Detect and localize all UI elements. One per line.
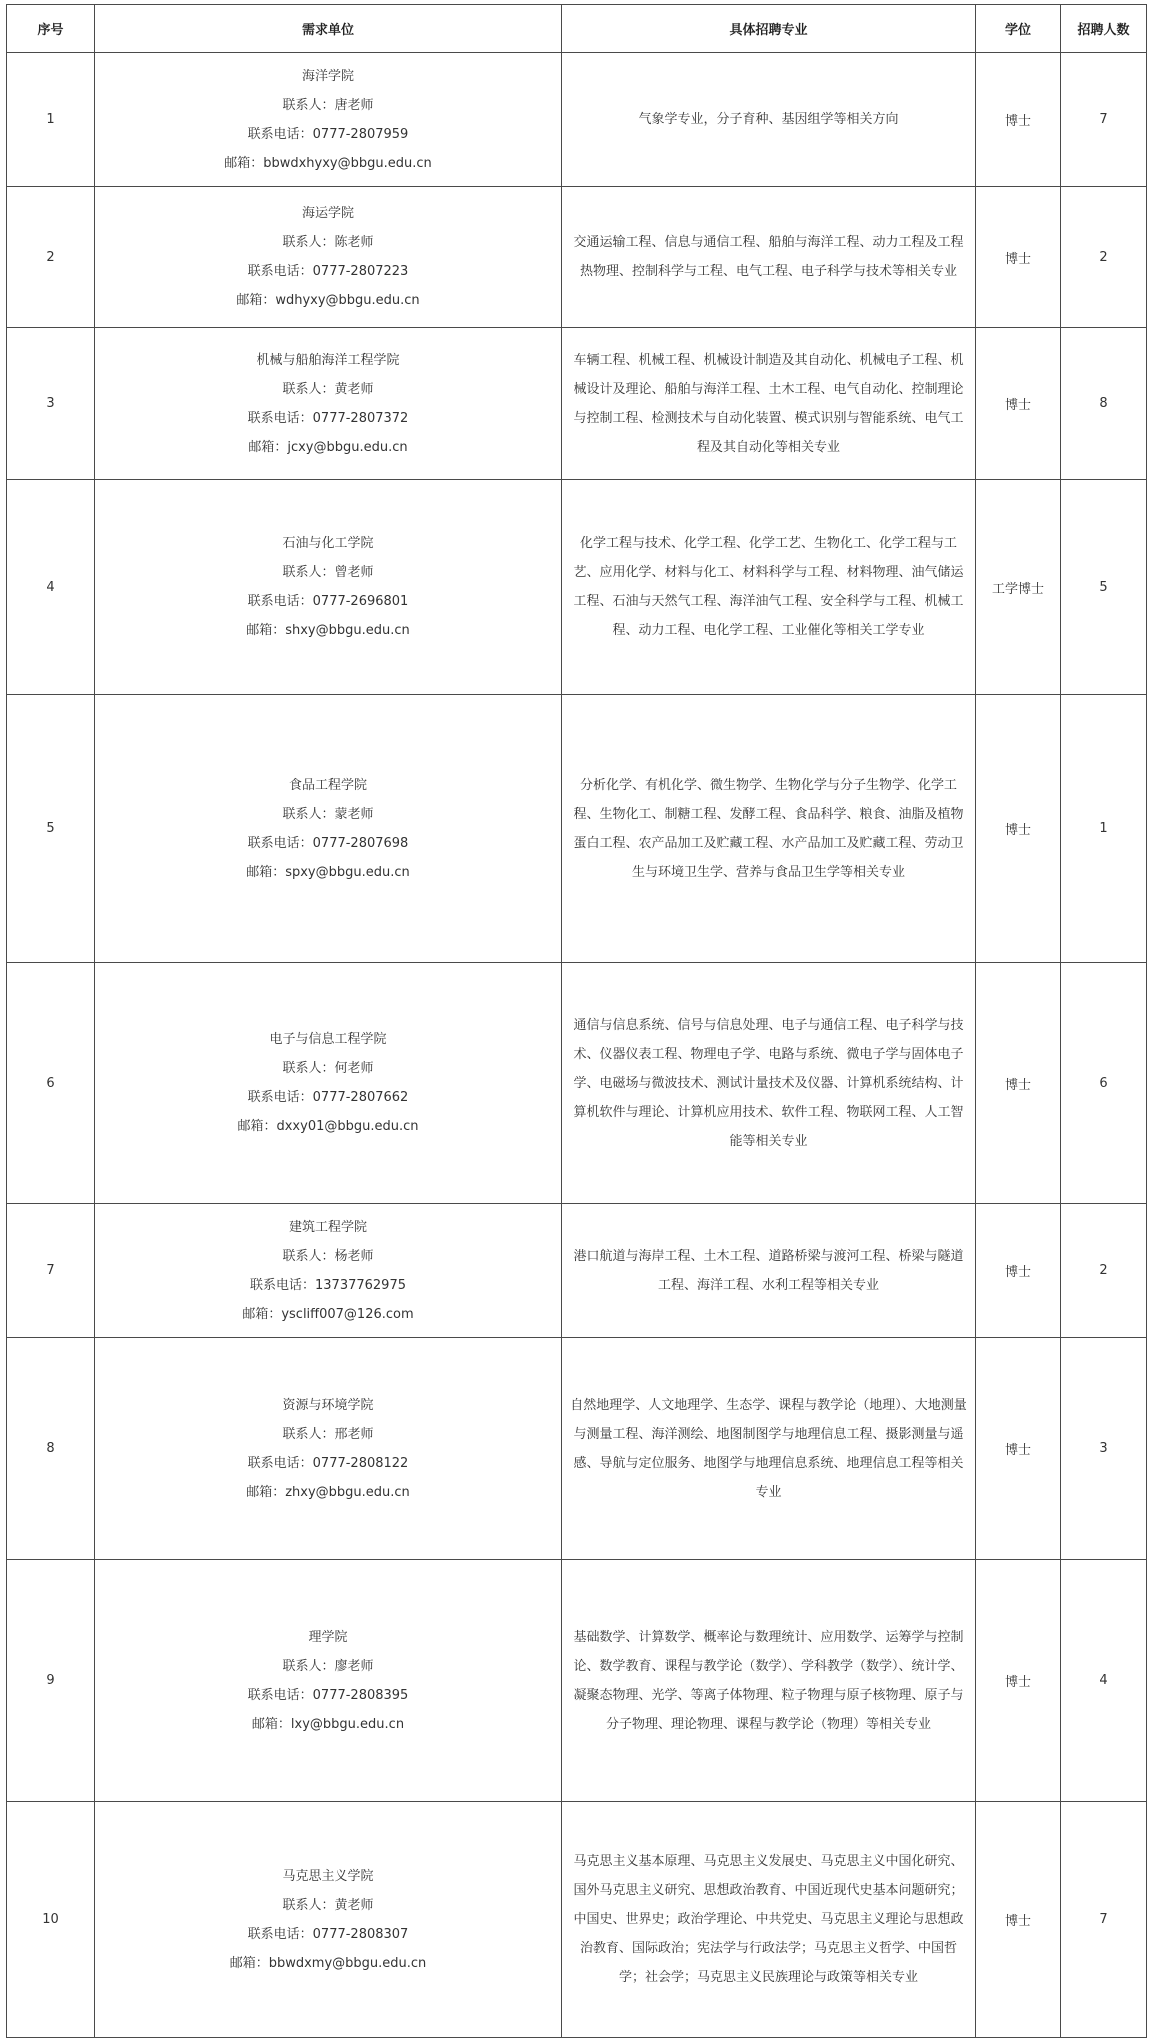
unit-cell [95, 695, 562, 963]
header-majors: 具体招聘专业 [562, 5, 976, 53]
unit-cell [95, 1204, 562, 1338]
contact-person: 联系人：邢老师 [282, 1426, 374, 1442]
contact-phone: 联系电话：0777-2696801 [247, 594, 409, 609]
degree-cell: 工学博士 [976, 480, 1061, 695]
unit-name: 电子与信息工程学院 [269, 1032, 387, 1047]
unit-name: 石油与化工学院 [282, 536, 374, 551]
contact-email: 邮箱：bbwdxmy@bbgu.edu.cn [229, 1955, 427, 1971]
contact-email: 邮箱：yscliff007@126.com [242, 1306, 414, 1322]
row-number: 5 [7, 695, 95, 963]
count-cell: 7 [1061, 53, 1147, 187]
unit-cell [95, 187, 562, 328]
majors-cell: 港口航道与海岸工程、土木工程、道路桥梁与渡河工程、桥梁与隧道工程、海洋工程、水利工程等相关专业 [562, 1204, 976, 1338]
header-count: 招聘人数 [1061, 5, 1147, 53]
majors-cell: 气象学专业，分子育种、基因组学等相关方向 [562, 53, 976, 187]
contact-email: 邮箱：bbwdxhyxy@bbgu.edu.cn [224, 155, 432, 171]
header-row [7, 5, 1147, 53]
table-row [7, 328, 1147, 480]
contact-email: 邮箱：zhxy@bbgu.edu.cn [246, 1484, 410, 1500]
count-cell: 2 [1061, 187, 1147, 328]
majors-cell: 通信与信息系统、信号与信息处理、电子与通信工程、电子科学与技术、仪器仪表工程、物理电子学、电路与系统、微电子学与固体电子学、电磁场与微波技术、测试计量技术及仪器、计算机系统结构、计算机软件与理论、计算机应用技术、软件工程、物联网工程、人工智能等相关专业 [562, 963, 976, 1204]
row-number: 10 [7, 1802, 95, 2038]
count-cell: 2 [1061, 1204, 1147, 1338]
degree-cell: 博士 [976, 1802, 1061, 2038]
unit-cell [95, 1560, 562, 1802]
unit-cell [95, 1338, 562, 1560]
unit-name: 食品工程学院 [288, 777, 367, 793]
contact-phone: 联系电话：0777-2808307 [247, 1926, 409, 1942]
unit-name: 海洋学院 [301, 68, 354, 84]
count-cell: 6 [1061, 963, 1147, 1204]
contact-person: 联系人：陈老师 [282, 235, 374, 250]
table-row [7, 1802, 1147, 2038]
contact-person: 联系人：黄老师 [282, 381, 374, 397]
recruitment-table [6, 4, 1147, 2038]
count-cell: 4 [1061, 1560, 1147, 1802]
contact-email: 邮箱：shxy@bbgu.edu.cn [246, 623, 410, 638]
unit-name: 建筑工程学院 [288, 1219, 367, 1235]
table-row [7, 1204, 1147, 1338]
count-cell: 3 [1061, 1338, 1147, 1560]
majors-cell: 车辆工程、机械工程、机械设计制造及其自动化、机械电子工程、机械设计及理论、船舶与海洋工程、土木工程、电气自动化、控制理论与控制工程、检测技术与自动化装置、模式识别与智能系统、电气工程及其自动化等相关专业 [562, 328, 976, 480]
unit-cell [95, 53, 562, 187]
degree-cell: 博士 [976, 328, 1061, 480]
degree-cell: 博士 [976, 695, 1061, 963]
row-number: 9 [7, 1560, 95, 1802]
contact-email: 邮箱：lxy@bbgu.edu.cn [251, 1716, 405, 1732]
contact-person: 联系人：廖老师 [282, 1658, 374, 1674]
majors-cell: 分析化学、有机化学、微生物学、生物化学与分子生物学、化学工程、生物化工、制糖工程、发酵工程、食品科学、粮食、油脂及植物蛋白工程、农产品加工及贮藏工程、水产品加工及贮藏工程、劳动卫生与环境卫生学、营养与食品卫生学等相关专业 [562, 695, 976, 963]
contact-person: 联系人：何老师 [282, 1061, 374, 1076]
contact-phone: 联系电话：0777-2807223 [247, 264, 409, 279]
contact-phone: 联系电话：13737762975 [250, 1277, 406, 1293]
unit-cell [95, 328, 562, 480]
degree-cell: 博士 [976, 53, 1061, 187]
majors-cell: 自然地理学、人文地理学、生态学、课程与教学论（地理）、大地测量与测量工程、海洋测绘、地图制图学与地理信息工程、摄影测量与遥感、导航与定位服务、地图学与地理信息系统、地理信息工程等相关专业 [562, 1338, 976, 1560]
row-number: 4 [7, 480, 95, 695]
table-row [7, 963, 1147, 1204]
table-row [7, 187, 1147, 328]
row-number: 6 [7, 963, 95, 1204]
count-cell: 5 [1061, 480, 1147, 695]
unit-name: 海运学院 [301, 206, 354, 221]
majors-cell: 马克思主义基本原理、马克思主义发展史、马克思主义中国化研究、国外马克思主义研究、思想政治教育、中国近现代史基本问题研究；中国史、世界史；政治学理论、中共党史、马克思主义理论与思想政治教育、国际政治；宪法学与行政法学；马克思主义哲学、中国哲学；社会学；马克思主义民族理论与政策等相关专业 [562, 1802, 976, 2038]
contact-email: 邮箱：dxxy01@bbgu.edu.cn [237, 1119, 419, 1134]
row-number: 2 [7, 187, 95, 328]
row-number: 7 [7, 1204, 95, 1338]
degree-cell: 博士 [976, 1560, 1061, 1802]
unit-cell [95, 480, 562, 695]
contact-email: 邮箱：spxy@bbgu.edu.cn [246, 864, 410, 880]
header-degree: 学位 [976, 5, 1061, 53]
unit-cell [95, 963, 562, 1204]
count-cell: 7 [1061, 1802, 1147, 2038]
unit-name: 理学院 [308, 1629, 348, 1645]
contact-email: 邮箱：jcxy@bbgu.edu.cn [248, 439, 408, 455]
table-row [7, 695, 1147, 963]
contact-person: 联系人：蒙老师 [282, 806, 374, 822]
contact-email: 邮箱：wdhyxy@bbgu.edu.cn [236, 293, 420, 308]
contact-person: 联系人：唐老师 [282, 97, 374, 113]
header-no: 序号 [7, 5, 95, 53]
majors-cell: 基础数学、计算数学、概率论与数理统计、应用数学、运筹学与控制论、数学教育、课程与教学论（数学）、学科教学（数学）、统计学、凝聚态物理、光学、等离子体物理、粒子物理与原子核物理、原子与分子物理、理论物理、课程与教学论（物理）等相关专业 [562, 1560, 976, 1802]
majors-cell: 化学工程与技术、化学工程、化学工艺、生物化工、化学工程与工艺、应用化学、材料与化工、材料科学与工程、材料物理、油气储运工程、石油与天然气工程、海洋油气工程、安全科学与工程、机械工程、动力工程、电化学工程、工业催化等相关工学专业 [562, 480, 976, 695]
contact-phone: 联系电话：0777-2808122 [247, 1455, 409, 1471]
contact-person: 联系人：黄老师 [282, 1897, 374, 1913]
degree-cell: 博士 [976, 963, 1061, 1204]
contact-person: 联系人：杨老师 [282, 1248, 374, 1264]
degree-cell: 博士 [976, 1204, 1061, 1338]
unit-name: 资源与环境学院 [282, 1397, 374, 1413]
count-cell: 8 [1061, 328, 1147, 480]
count-cell: 1 [1061, 695, 1147, 963]
table-row [7, 1560, 1147, 1802]
row-number: 8 [7, 1338, 95, 1560]
unit-name: 马克思主义学院 [282, 1868, 374, 1884]
row-number: 3 [7, 328, 95, 480]
degree-cell: 博士 [976, 187, 1061, 328]
table-row [7, 53, 1147, 187]
table-row [7, 480, 1147, 695]
degree-cell: 博士 [976, 1338, 1061, 1560]
majors-cell: 交通运输工程、信息与通信工程、船舶与海洋工程、动力工程及工程热物理、控制科学与工程、电气工程、电子科学与技术等相关专业 [562, 187, 976, 328]
unit-name: 机械与船舶海洋工程学院 [256, 352, 400, 368]
row-number: 1 [7, 53, 95, 187]
unit-cell [95, 1802, 562, 2038]
header-unit: 需求单位 [95, 5, 562, 53]
contact-phone: 联系电话：0777-2807698 [247, 835, 409, 851]
contact-person: 联系人：曾老师 [282, 565, 374, 580]
contact-phone: 联系电话：0777-2807662 [247, 1090, 409, 1105]
contact-phone: 联系电话：0777-2808395 [247, 1687, 409, 1703]
table-row [7, 1338, 1147, 1560]
contact-phone: 联系电话：0777-2807372 [247, 410, 409, 426]
contact-phone: 联系电话：0777-2807959 [247, 126, 409, 142]
